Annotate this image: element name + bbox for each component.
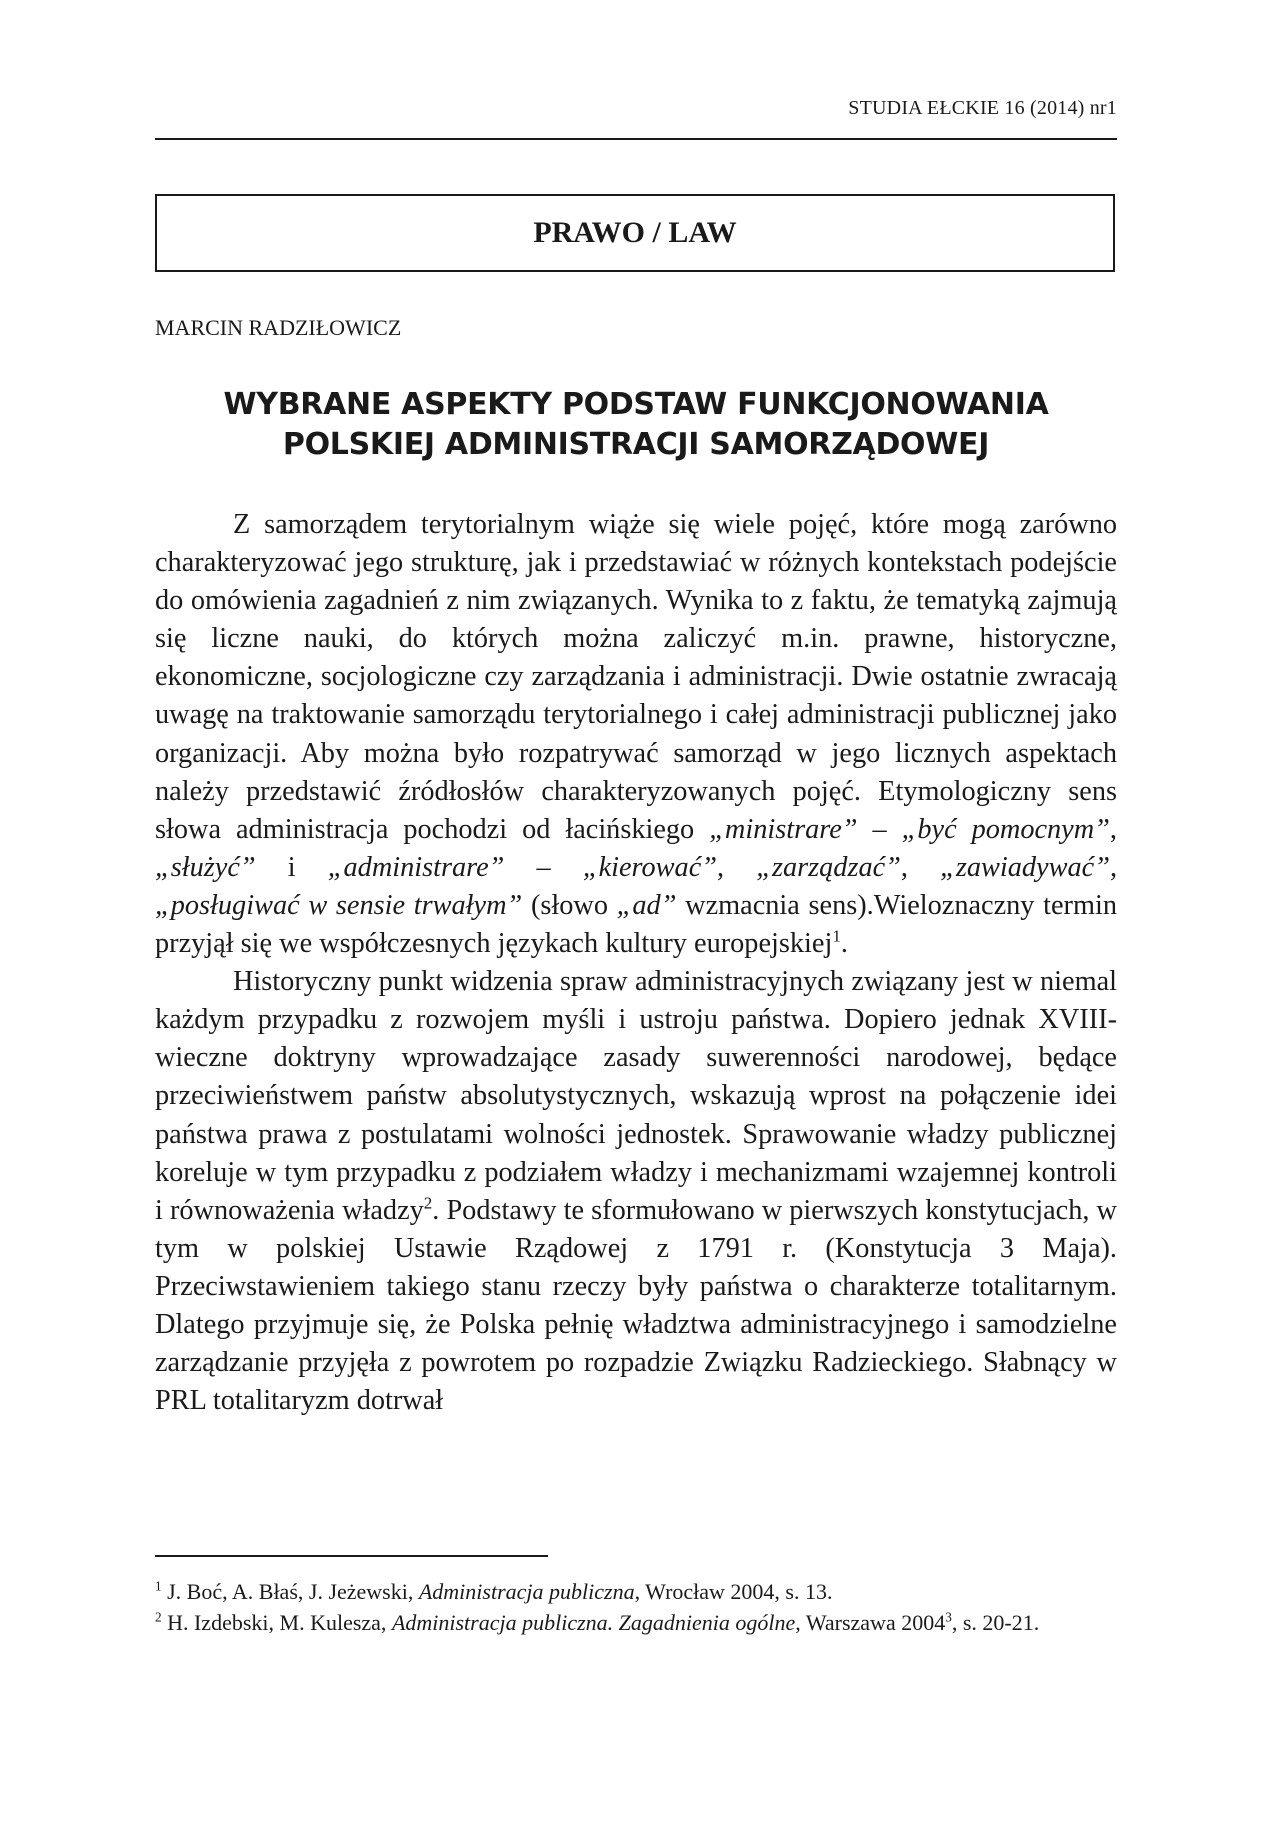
- footnote-reference[interactable]: 2: [423, 1193, 433, 1213]
- paragraph-text: Z samorządem terytorialnym wiąże się wiele pojęć, które mogą zarówno charakteryzować jego strukturę, jak i przedstawiać w różnych kontekstach podejście do omówienia zagadnień z nim związanych. Wynika to z faktu, że tematyką zajmują się liczne nauki, do których można zaliczyć m.in. prawne, historyczne, ekonomiczne, socjologiczne czy zarządzania i administracji. Dwie ostatnie zwracają uwagę na traktowanie samorządu terytorialnego i całej administracji publicznej jako organizacji. Aby można było rozpatrywać samorząd w jego licznych aspektach należy przedstawić źródłosłów charakteryzowanych pojęć. Etymologiczny sens słowa administracja pochodzi od łacińskiego: [155, 509, 1117, 845]
- article-title-line-2: POLSKIEJ ADMINISTRACJI SAMORZĄDOWEJ: [282, 427, 990, 462]
- footnotes: [155, 1576, 1117, 1638]
- article-title: [155, 385, 1117, 465]
- author-name: MARCIN RADZIŁOWICZ: [155, 315, 402, 340]
- section-label-box: [155, 194, 1115, 272]
- cited-work-title: Administracja publiczna. Zagadnienia ogólne: [391, 1610, 796, 1635]
- punctuation: ,: [1109, 851, 1118, 883]
- punctuation: –: [504, 851, 583, 883]
- term-meaning: „służyć”: [155, 851, 256, 883]
- footnote-text: , Warszawa 2004: [795, 1610, 946, 1635]
- paragraph-text: Historyczny punkt widzenia spraw administracyjnych związany jest w niemal każdym przypadku z rozwojem myśli i ustroju państwa. Dopiero jednak XVIII-wieczne doktryny wprowadzające zasady suwerenności narodowej, będące przeciwieństwem państw absolutystycznych, wskazują wprost na połączenie idei państwa prawa z postulatami wolności jednostek. Sprawowanie władzy publicznej koreluje w tym przypadku z podziałem władzy i mechanizmami wzajemnej kontroli i równoważenia władzy: [155, 966, 1117, 1226]
- footnote-rule: [155, 1555, 548, 1557]
- term-meaning: „zawiadywać”: [940, 851, 1110, 883]
- body-paragraph-2: [155, 963, 1117, 1420]
- footnote-1: [155, 1576, 1117, 1607]
- paragraph-text: (słowo: [522, 889, 617, 921]
- article-title-line-1: WYBRANE ASPEKTY PODSTAW FUNKCJONOWANIA: [223, 387, 1049, 422]
- punctuation: –: [857, 813, 902, 845]
- footnote-text: J. Boć, A. Błaś, J. Jeżewski,: [161, 1579, 419, 1604]
- edition-superscript: 3: [945, 1609, 952, 1625]
- term-meaning: „zarządzać”: [756, 851, 901, 883]
- footnote-text: , s. 20-21.: [951, 1610, 1040, 1635]
- paragraph-text: i: [255, 851, 328, 883]
- footnote-number: 1: [155, 1578, 162, 1594]
- paragraph-text: wzmacnia sens).Wieloznaczny termin przyjął się we współczesnych językach kultury europejskiej: [155, 889, 1118, 960]
- punctuation: ,: [900, 851, 941, 883]
- footnote-text: , Wrocław 2004, s. 13.: [634, 1579, 833, 1604]
- latin-term: „ministrare”: [709, 813, 858, 845]
- term-meaning: „kierować”: [582, 851, 717, 883]
- punctuation: .: [840, 928, 848, 960]
- latin-term: „ad”: [616, 889, 677, 921]
- punctuation: ,: [717, 851, 757, 883]
- footnote-number: 2: [155, 1609, 162, 1625]
- article-body: [155, 506, 1117, 1420]
- running-header: STUDIA EŁCKIE 16 (2014) nr1: [848, 97, 1117, 119]
- section-label: PRAWO / LAW: [533, 216, 737, 249]
- header-rule: [155, 138, 1117, 140]
- footnote-text: H. Izdebski, M. Kulesza,: [161, 1610, 392, 1635]
- term-meaning: „być pomocnym”: [901, 813, 1110, 845]
- punctuation: ,: [1109, 813, 1117, 845]
- footnote-2: [155, 1607, 1117, 1638]
- footnote-reference[interactable]: 1: [832, 926, 841, 946]
- body-paragraph-1: [155, 506, 1117, 963]
- paragraph-text: . Podstawy te sformułowano w pierwszych konstytucjach, w tym w polskiej Ustawie Rządowej z 1791 r. (Konstytucja 3 Maja). Przeciwstawieniem takiego stanu rzeczy były państwa o charakterze totalitarnym. Dlatego przyjmuje się, że Polska pełnię władztwa administracyjnego i samodzielne zarządzanie przyjęła z powrotem po rozpadzie Związku Radzieckiego. Słabnący w PRL totalitaryzm dotrwał: [155, 1194, 1117, 1417]
- cited-work-title: Administracja publiczna: [418, 1579, 635, 1604]
- term-meaning: „posługiwać w sensie trwałym”: [155, 889, 523, 921]
- latin-term: „administrare”: [327, 851, 505, 883]
